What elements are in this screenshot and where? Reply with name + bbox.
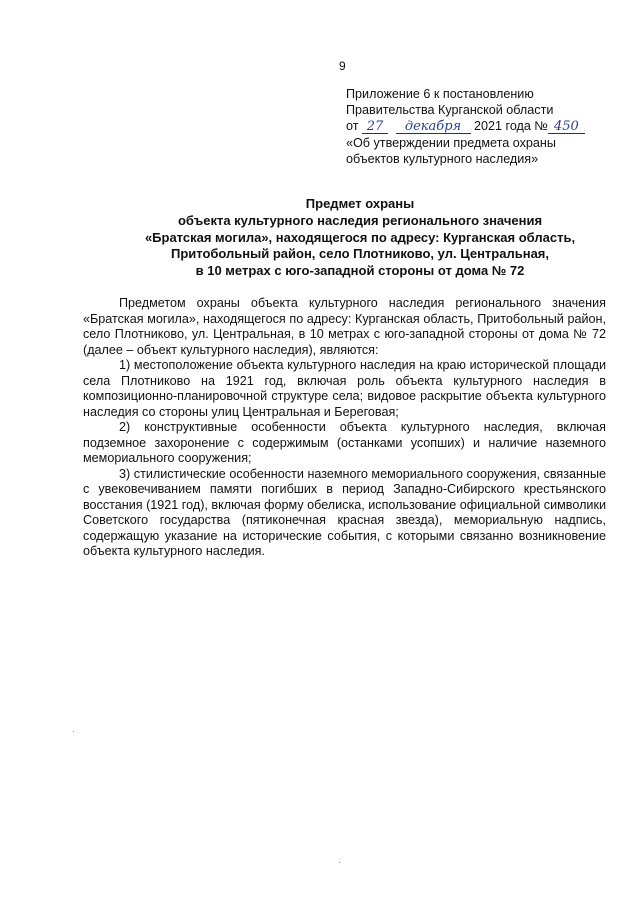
document-heading [120, 196, 600, 280]
body-item-2: 2) конструктивные особенности объекта культурного наследия, включая подземное захоронение с содержимым (останками усопших) и наличие наземного мемориального сооружения; [83, 420, 606, 465]
appendix-subject-line-2: объектов культурного наследия» [346, 151, 539, 166]
document-body [83, 296, 606, 560]
appendix-header [346, 86, 606, 167]
heading-line-2: объекта культурного наследия регионального значения [177, 212, 543, 228]
scan-speck: · [338, 858, 341, 867]
body-intro-paragraph: Предметом охраны объекта культурного наследия регионального значения «Братская могила», находящегося по адресу: Курганская область, Притобольный район, село Плотниково, ул. Центральная, в 10 метрах с юго-западной стороны от дома № 72 (далее – объект культурного наследия), являются: [83, 296, 606, 357]
appendix-subject-line-1: «Об утверждении предмета охраны [346, 135, 556, 150]
appendix-line-2: Правительства Курганской области [346, 103, 554, 118]
page-number: 9 [339, 59, 346, 73]
handwritten-month: декабря [396, 120, 471, 134]
handwritten-doc-number: 450 [548, 120, 585, 134]
heading-line-5: в 10 метрах с юго-западной стороны от дома № 72 [195, 263, 525, 279]
scan-speck: · [72, 727, 75, 736]
appendix-line-1: Приложение 6 к постановлению [346, 87, 534, 101]
body-item-1: 1) местоположение объекта культурного наследия на краю исторической площади села Плотниково на 1921 год, включая роль объекта культурного наследия в композиционно-планировочной структуре села; видовое раскрытие объекта культурного наследия со стороны улиц Центральная и Береговая; [83, 358, 606, 419]
date-year: 2021 года № [474, 119, 548, 134]
heading-line-4: Притобольный район, село Плотниково, ул. Центральная, [170, 246, 549, 262]
date-prefix: от [346, 119, 359, 134]
heading-line-3: «Братская могила», находящегося по адресу: Курганская область, [144, 229, 576, 245]
body-item-3: 3) стилистические особенности наземного мемориального сооружения, связанные с увековечиванием памяти погибших в период Западно-Сибирского крестьянского восстания (1921 год), включая форму обелиска, использование официальной символики Советского государства (пятиконечная красная звезда), мемориальную надпись, содержащую указание на исторические события, с которыми связанно возникновение объекта культурного наследия. [83, 466, 606, 558]
handwritten-day: 27 [362, 120, 388, 134]
heading-line-1: Предмет охраны [305, 196, 415, 211]
appendix-date-line [346, 118, 606, 134]
